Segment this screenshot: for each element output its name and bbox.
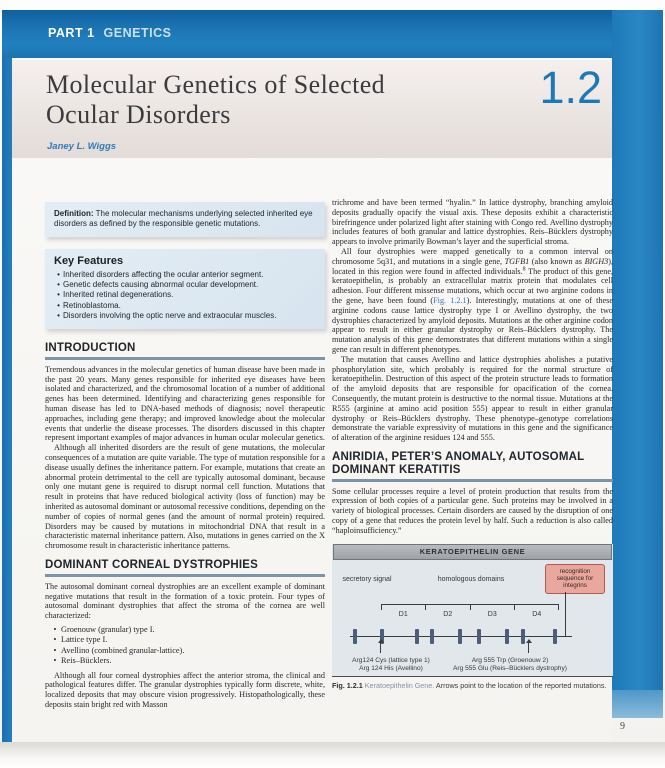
paragraph: The autosomal dominant corneal dystrophies are an excellent example of dominant negative mutations that result in the formation of a toxic protein. Four types of autosomal dominant dystrophies that affect the stroma of the cornea are well characterized: bbox=[45, 581, 325, 621]
chapter-number: 1.2 bbox=[539, 62, 602, 113]
author-name: Janey L. Wiggs bbox=[47, 141, 117, 152]
heading-rule bbox=[45, 574, 325, 577]
figure-caption bbox=[332, 681, 613, 690]
list-item bbox=[49, 656, 325, 666]
domain-label: D4 bbox=[532, 610, 542, 618]
bullet-icon: • bbox=[57, 310, 60, 320]
bullet-icon: • bbox=[57, 270, 60, 279]
paragraph-text: ), located in this region were found in affected individuals. bbox=[332, 256, 613, 276]
key-feature-text: Retinoblastoma. bbox=[63, 300, 121, 310]
key-feature-text: Inherited retinal degenerations. bbox=[63, 290, 174, 300]
section-heading-dominant-corneal: DOMINANT CORNEAL DYSTROPHIES bbox=[45, 558, 259, 571]
gene-exon-bar bbox=[477, 629, 481, 644]
list-item-text: Avellino (combined granular-lattice). bbox=[61, 645, 185, 655]
bullet-icon: • bbox=[53, 635, 57, 645]
chapter-title bbox=[46, 70, 385, 130]
label-secretory-signal: secretory signal bbox=[342, 575, 392, 583]
mutation-text: Arg124 Cys (lattice type 1) bbox=[352, 656, 430, 664]
reference-superscript: 8 bbox=[522, 265, 526, 272]
section-heading-introduction: INTRODUCTION bbox=[45, 342, 136, 355]
page-bottom-edge bbox=[0, 742, 665, 768]
figure-caption-number: Fig. 1.2.1 bbox=[332, 680, 363, 690]
mutation-text: Arg 555 Glu (Reis–Bücklers dystrophy) bbox=[453, 664, 567, 672]
heading-rule bbox=[332, 479, 613, 482]
mutation-text: Arg 555 Trp (Groenouw 2) bbox=[471, 656, 549, 664]
page-right-edge bbox=[612, 10, 663, 690]
gene-symbol: BIGH3 bbox=[584, 256, 609, 266]
part-title: GENETICS bbox=[103, 26, 172, 40]
paragraph-text: All four dystrophies were mapped genetically to a common interval on chromosome 5q31, and mutations in a single gene, bbox=[332, 246, 613, 266]
figure-diagram bbox=[332, 560, 613, 676]
list-item-text: Groenouw (granular) type I. bbox=[61, 624, 155, 634]
paragraph: Although all inherited disorders are the result of gene mutations, the molecular consequences of a mutation are quite variable. The type of mutation responsible for a disease usually defines the inheritance pattern. For example, mutations that create an abnormal protein detrimental to the cell are typically autosomal dominant, because only one mutant gene is required to disrupt normal cell function. Mutations that result in proteins that have reduced biological activity (loss of function) may be inherited as autosomal dominant or autosomal recessive conditions, depending on the number of copies of normal genes (and the amount of normal protein) required. Disorders may be caused by mutations in mitochondrial DNA that result in a characteristic maternal inheritance pattern. Also, mutations in genes carried on the X chromosome result in characteristic inheritance patterns. bbox=[45, 443, 325, 551]
paragraph: Some cellular processes require a level of protein production that results from the expression of both copies of a particular gene. Such proteins may be involved in a variety of biological processes. Certain disorders are caused by the disruption of one copy of a gene that reduces the protein level by half. Such a reduction is also called “haploinsufficiency.” bbox=[332, 486, 613, 535]
figure-reference: Fig. 1.2.1 bbox=[433, 295, 467, 305]
key-features-title: Key Features bbox=[54, 255, 124, 267]
bullet-icon: • bbox=[57, 300, 60, 310]
figure-title-bar: KERATOEPITHELIN GENE bbox=[333, 544, 612, 560]
key-feature-text: Inherited disorders affecting the ocular anterior segment. bbox=[63, 270, 264, 279]
chapter-header bbox=[12, 58, 612, 160]
paragraph-text: (also known as bbox=[529, 256, 585, 266]
top-banner bbox=[2, 10, 663, 58]
paragraph: trichrome and have been termed “hyalin.” In lattice dystrophy, branching amyloid deposits gradually opacify the visual axis. These deposits exhibit a characteristic birefringence under polarized light after staining with Congo red. Avellino dystrophy includes features of both granular and lattice dystrophies. Reis–Bücklers dystrophy appears to involve primarily Bowman’s layer and the superficial stroma. bbox=[332, 198, 613, 247]
gene-exon-bar bbox=[415, 629, 419, 644]
left-column bbox=[45, 202, 325, 710]
part-heading bbox=[48, 26, 171, 40]
label-integrin-recognition: recognition sequence for integrins bbox=[545, 564, 605, 594]
section-heading-aniridia: ANIRIDIA, PETER’S ANOMALY, AUTOSOMAL DOMINANT KERATITIS bbox=[332, 450, 585, 476]
key-feature-text: Disorders involving the optic nerve and extraocular muscles. bbox=[63, 310, 277, 320]
mutation-arrow-icon bbox=[380, 640, 381, 653]
domain-label: D3 bbox=[487, 610, 497, 618]
domain-label: D2 bbox=[443, 610, 453, 618]
paragraph: Although all four corneal dystrophies affect the anterior stroma, the clinical and pathological features differ. The granular dystrophies typically form discrete, white, localized deposits that may obscure vision progressively. Histopathologically, these deposits stain bright red with Masson bbox=[45, 670, 325, 709]
paragraph: Tremendous advances in the molecular genetics of human disease have been made in the past 20 years. Many genes responsible for inherited eye diseases have been isolated and characterized, and the chromosomal location of a number of additional genes has been determined. Identifying and characterizing genes responsible for human disease has led to DNA-based methods of diagnosis; novel therapeutic approaches, including gene therapy; and improved knowledge about the molecular events that underlie the disease processes. The disorders discussed in this chapter represent important examples of major advances in human ocular molecular genetics. bbox=[45, 364, 325, 443]
domain-bracket bbox=[381, 604, 559, 610]
gene-exon-bar bbox=[505, 629, 509, 644]
gene-exon-bar bbox=[458, 629, 462, 644]
paragraph bbox=[332, 247, 613, 355]
list-item bbox=[54, 290, 316, 300]
paragraph-text: The product of this gene, keratoepithelin, is probably an extracellular matrix protein that modulates cell adhesion. Four different missense mutations, which occur at two arginine codons in the gene, have been found ( bbox=[332, 266, 613, 305]
definition-box bbox=[45, 202, 325, 237]
domain-labels bbox=[381, 611, 559, 618]
list-item-text: Reis–Bücklers. bbox=[61, 656, 112, 666]
page-number: 9 bbox=[620, 721, 625, 732]
chapter-title-line2: Ocular Disorders bbox=[46, 100, 231, 129]
definition-text: The molecular mechanisms underlying selected inherited eye disorders as defined by the responsible genetic mutations. bbox=[54, 209, 313, 228]
list-item bbox=[54, 280, 316, 290]
definition-label: Definition: bbox=[54, 209, 94, 218]
mutation-arrow-icon bbox=[528, 640, 529, 653]
page-left-edge bbox=[2, 58, 12, 742]
dystrophy-list bbox=[49, 625, 325, 667]
paragraph-text: ). Interestingly, mutations at one of these arginine codons cause lattice dystrophy type I or Avellino dystrophy, the two dystrophies characterized by amyloid deposits. Mutations at the other arginine codon appear to result in either granular dystrophy or Reis–Bücklers dystrophy. The mutation analysis of this gene demonstrates that different mutations within a single gene can result in different phenotypes. bbox=[332, 295, 613, 354]
bullet-icon: • bbox=[57, 280, 60, 290]
domain-label: D1 bbox=[398, 610, 408, 618]
list-item-text: Lattice type I. bbox=[61, 635, 108, 645]
figure-keratoepithelin-gene bbox=[332, 544, 613, 677]
list-item bbox=[49, 646, 325, 656]
gene-exon-bar bbox=[430, 629, 434, 644]
gene-exon-bar bbox=[553, 629, 557, 644]
gene-exon-bar bbox=[521, 629, 525, 644]
list-item bbox=[49, 625, 325, 635]
bullet-icon: • bbox=[53, 656, 57, 666]
bullet-icon: • bbox=[53, 645, 57, 655]
label-homologous-domains: homologous domains bbox=[437, 575, 505, 583]
part-label: PART 1 bbox=[48, 26, 95, 40]
key-feature-text: Genetic defects causing abnormal ocular development. bbox=[63, 280, 259, 290]
mutation-text: Arg 124 His (Avellino) bbox=[359, 664, 423, 672]
figure-caption-text: Arrows point to the location of the reported mutations. bbox=[434, 680, 607, 690]
list-item bbox=[54, 311, 316, 321]
paragraph: The mutation that causes Avellino and lattice dystrophies abolishes a putative phosphorylation site, which probably is required for the normal structure of keratoepithelin. Destruction of this aspect of the protein structure leads to formation of the amyloid deposits that are responsible for opacification of the cornea. Consequently, the mutant protein is destructive to the normal tissue. Mutations at the R555 (arginine at amino acid position 555) appear to result in either granular dystrophy or Reis–Bücklers dystrophy. These phenotype–genotype correlations demonstrate the variable expressivity of mutations in this gene and the significance of alteration of the arginine residues 124 and 555. bbox=[332, 354, 613, 443]
mutation-label-arg555 bbox=[435, 657, 585, 673]
integrin-pointer-line bbox=[565, 592, 566, 636]
bullet-icon: • bbox=[57, 290, 60, 300]
key-features-box bbox=[45, 249, 325, 329]
gene-exon-bar bbox=[353, 629, 357, 644]
chapter-title-line1: Molecular Genetics of Selected bbox=[46, 70, 386, 99]
gene-symbol: TGFB1 bbox=[504, 256, 530, 266]
list-item bbox=[49, 635, 325, 645]
list-item bbox=[54, 270, 316, 280]
bullet-icon: • bbox=[53, 624, 57, 634]
figure-caption-title: Keratoepithelin Gene. bbox=[364, 680, 435, 690]
right-column bbox=[332, 198, 613, 690]
list-item bbox=[54, 301, 316, 311]
heading-rule bbox=[45, 357, 325, 360]
page-right-edge-bottom bbox=[612, 690, 663, 718]
